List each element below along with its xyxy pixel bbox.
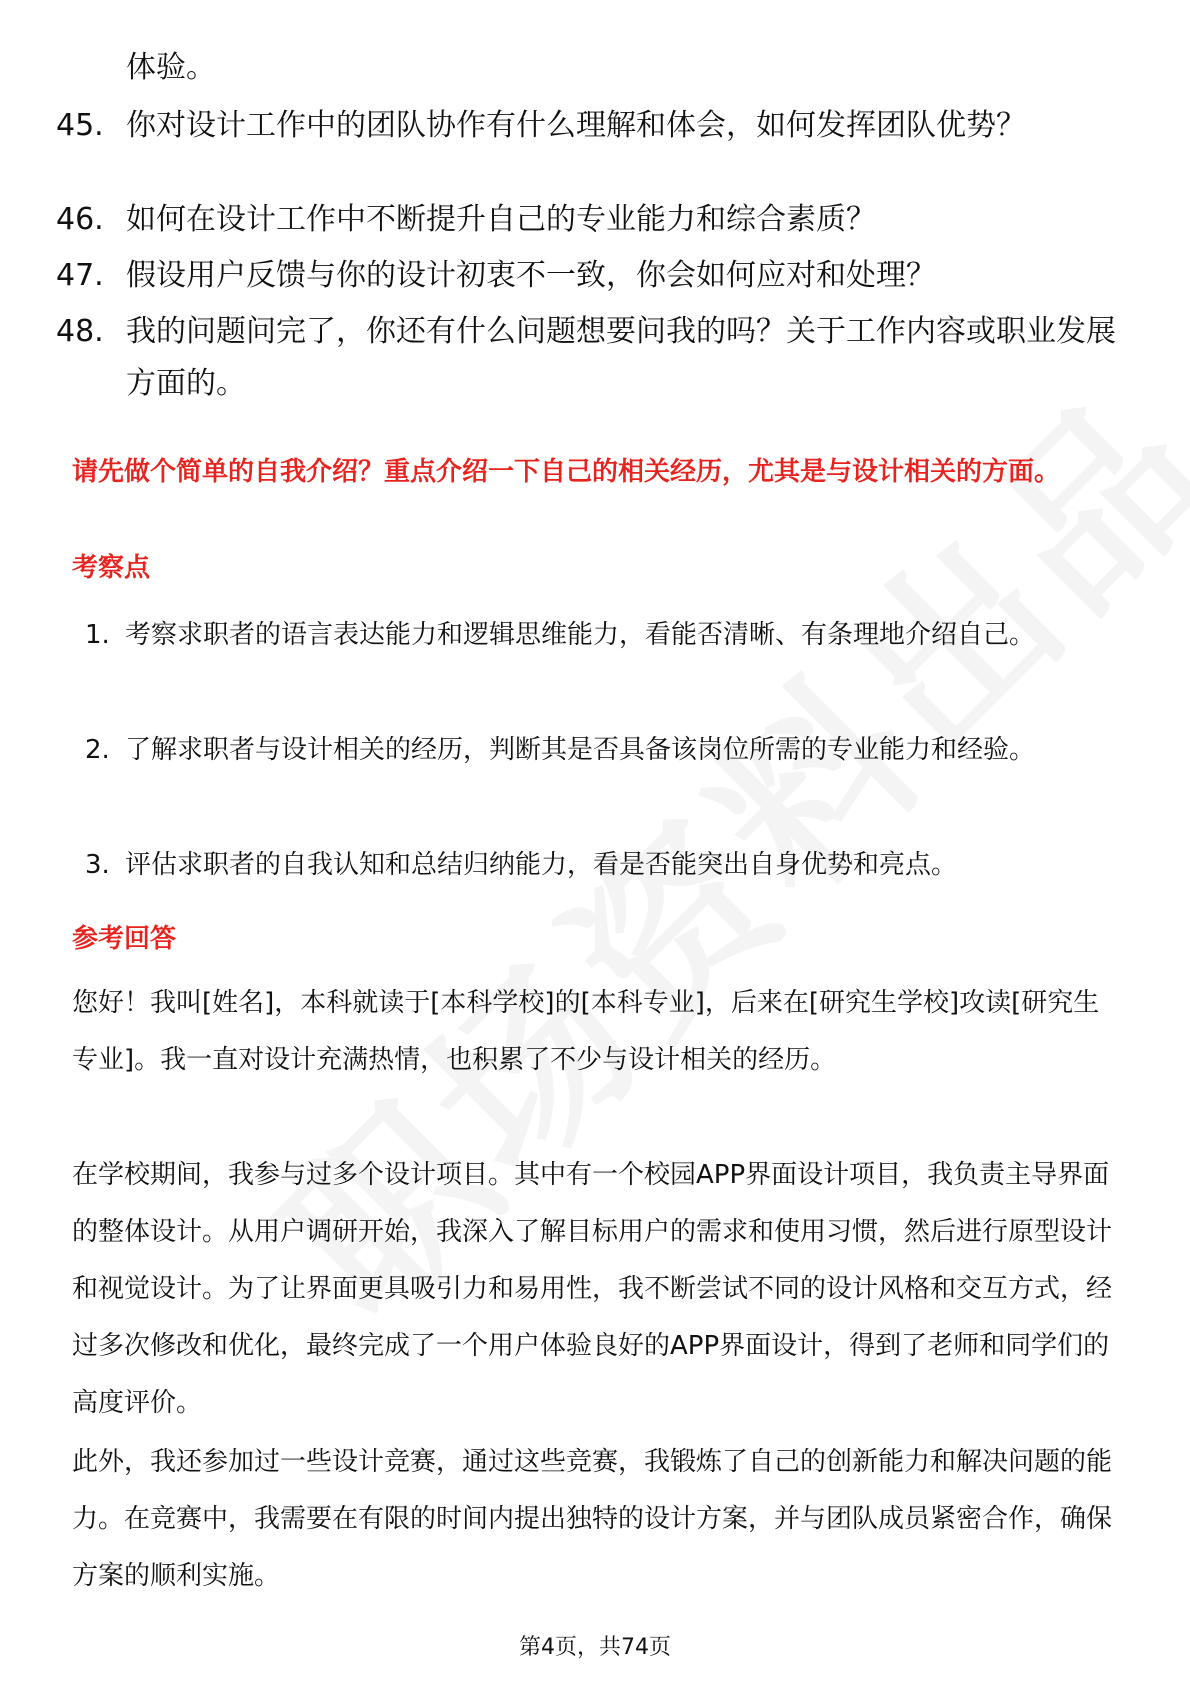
question-text: 我的问题问完了，你还有什么问题想要问我的吗？关于工作内容或职业发展方面的。 [126,314,1116,401]
question-item [56,100,1116,152]
check-point-item [85,722,1115,779]
question-text: 你对设计工作中的团队协作有什么理解和体会，如何发挥团队优势？ [126,108,1026,143]
question-item [56,250,1116,302]
list-number: 2. [85,735,110,765]
list-text: 考察求职者的语言表达能力和逻辑思维能力，看能否清晰、有条理地介绍自己。 [125,620,1036,650]
question-item [56,306,1116,410]
question-text: 如何在设计工作中不断提升自己的专业能力和综合素质？ [126,202,876,237]
check-points-title: 考察点 [72,553,151,583]
continued-text: 体验。 [126,50,216,85]
question-number: 45. [56,108,104,143]
list-number: 3. [85,850,110,880]
list-number: 1. [85,620,110,650]
main-question-heading: 请先做个简单的自我介绍？重点介绍一下自己的相关经历，尤其是与设计相关的方面。 [72,457,1061,487]
list-text: 评估求职者的自我认知和总结归纳能力，看是否能突出自身优势和亮点。 [125,850,958,880]
answer-paragraph: 此外，我还参加过一些设计竞赛，通过这些竞赛，我锻炼了自己的创新能力和解决问题的能力。在竞赛中，我需要在有限的时间内提出独特的设计方案，并与团队成员紧密合作，确保方案的顺利实施。 [72,1447,1113,1591]
question-item [56,194,1116,246]
question-number: 48. [56,314,104,349]
question-number: 46. [56,202,104,237]
answer-paragraph: 在学校期间，我参与过多个设计项目。其中有一个校园APP界面设计项目，我负责主导界面的整体设计。从用户调研开始，我深入了解目标用户的需求和使用习惯，然后进行原型设计和视觉设计。为了让界面更具吸引力和易用性，我不断尝试不同的设计风格和交互方式，经过多次修改和优化，最终完成了一个用户体验良好的APP界面设计，得到了老师和同学们的高度评价。 [72,1160,1113,1418]
question-number: 47. [56,258,104,293]
page-footer: 第4页，共74页 [519,1635,671,1660]
question-text: 假设用户反馈与你的设计初衷不一致，你会如何应对和处理？ [126,258,936,293]
list-text: 了解求职者与设计相关的经历，判断其是否具备该岗位所需的专业能力和经验。 [125,735,1036,765]
check-point-item [85,837,1115,894]
answer-paragraph: 您好！我叫[姓名]，本科就读于[本科学校]的[本科专业]，后来在[研究生学校]攻读[研究生专业]。我一直对设计充满热情，也积累了不少与设计相关的经历。 [72,988,1100,1075]
reference-answer-title: 参考回答 [72,924,177,954]
check-point-item [85,607,1115,664]
